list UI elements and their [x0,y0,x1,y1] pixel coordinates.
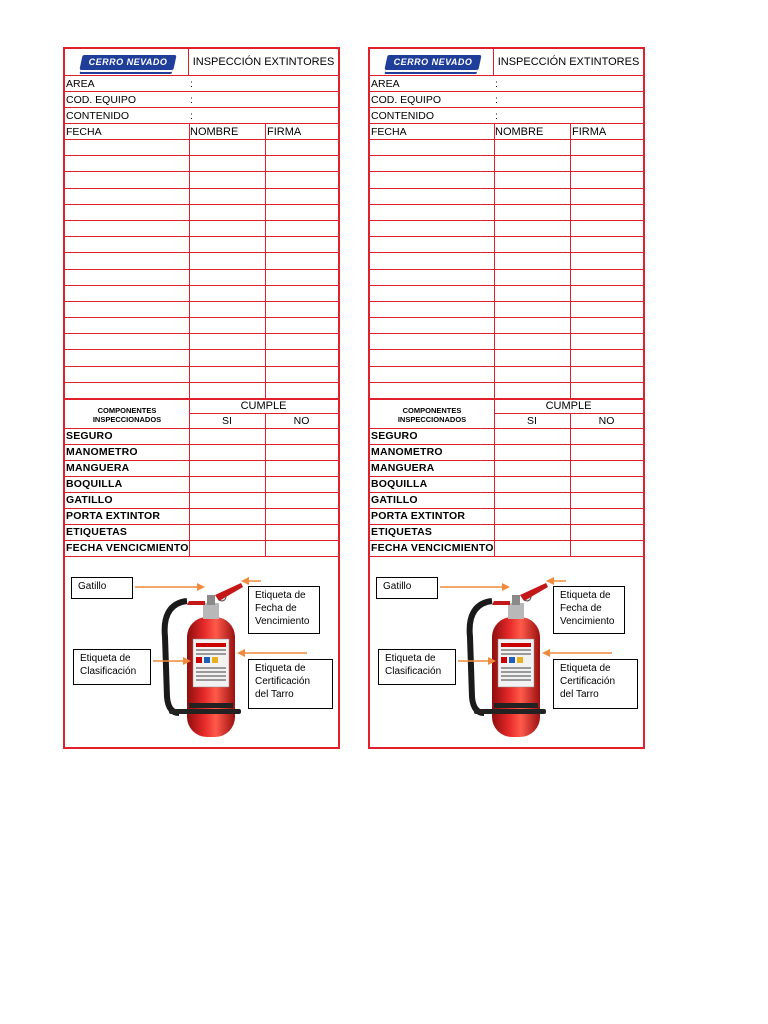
firma-header: FIRMA [267,126,302,138]
si-checkbox-cell[interactable] [494,477,570,492]
log-entry-row[interactable] [370,318,643,334]
callout-fecha-vencimiento: Etiqueta de Fecha de Vencimiento [553,586,625,634]
log-entry-row[interactable] [370,189,643,205]
fecha-header: FECHA [66,126,102,138]
extinguisher-diagram [370,557,643,747]
log-entry-row[interactable] [370,270,643,286]
si-checkbox-cell[interactable] [494,461,570,476]
info-label: COD. EQUIPO [371,94,442,106]
card-header [65,49,338,76]
component-row [65,429,338,445]
component-label: GATILLO [371,494,418,506]
components-header-label: COMPONENTES INSPECCIONADOS [92,406,162,424]
log-entry-row[interactable] [65,302,338,318]
component-label: PORTA EXTINTOR [66,510,161,522]
component-row [65,493,338,509]
si-header: SI [222,415,232,427]
log-entry-row[interactable] [370,367,643,383]
no-header: NO [598,415,615,427]
component-row [370,493,643,509]
no-checkbox-cell[interactable] [265,461,338,476]
component-label: SEGURO [371,430,418,442]
firma-header: FIRMA [572,126,607,138]
no-checkbox-cell[interactable] [570,541,643,556]
component-row [65,445,338,461]
no-checkbox-cell[interactable] [265,429,338,444]
component-row [370,429,643,445]
callout-gatillo: Gatillo [376,577,438,599]
component-row [370,445,643,461]
si-checkbox-cell[interactable] [494,541,570,556]
inspection-card-left [63,47,340,749]
si-checkbox-cell[interactable] [189,445,265,460]
log-entry-row[interactable] [65,237,338,253]
log-entry-row[interactable] [370,286,643,302]
card-header [370,49,643,76]
component-label: FECHA VENCICMIENTO [66,542,189,554]
components-header-label: COMPONENTES INSPECCIONADOS [397,406,467,424]
no-checkbox-cell[interactable] [265,541,338,556]
log-entry-row[interactable] [65,286,338,302]
log-entry-row[interactable] [370,334,643,350]
log-header-row [65,124,338,140]
log-entry-row[interactable] [370,237,643,253]
component-row [370,477,643,493]
log-entry-row[interactable] [370,156,643,172]
cumple-header: CUMPLE [545,400,592,412]
callout-gatillo: Gatillo [71,577,133,599]
form-title: INSPECCIÓN EXTINTORES [192,56,335,68]
extinguisher-diagram [65,557,338,747]
component-row [370,461,643,477]
component-label: MANOMETRO [371,446,443,458]
component-row [65,525,338,541]
log-entry-row[interactable] [370,172,643,188]
info-row [370,108,643,124]
info-row [65,92,338,108]
component-row [65,509,338,525]
si-checkbox-cell[interactable] [189,493,265,508]
info-label: AREA [66,78,95,90]
info-row [370,76,643,92]
log-entry-row[interactable] [65,221,338,237]
si-checkbox-cell[interactable] [189,461,265,476]
component-label: GATILLO [66,494,113,506]
cumple-header: CUMPLE [240,400,287,412]
info-value-field[interactable]: : [190,78,193,90]
log-entry-row[interactable] [65,367,338,383]
info-value-field[interactable]: : [495,94,498,106]
log-entry-row[interactable] [65,189,338,205]
info-row [370,92,643,108]
si-checkbox-cell[interactable] [189,525,265,540]
inspection-card-right [368,47,645,749]
log-entry-row[interactable] [65,172,338,188]
component-row [370,541,643,557]
cerro-nevado-logo: CERRO NEVADO [384,55,481,70]
no-checkbox-cell[interactable] [570,509,643,524]
log-entry-row[interactable] [370,253,643,269]
fecha-header: FECHA [371,126,407,138]
info-row [65,108,338,124]
log-entry-row[interactable] [370,140,643,156]
log-entry-row[interactable] [65,253,338,269]
callout-certificacion: Etiqueta de Certificación del Tarro [248,659,333,709]
info-row [65,76,338,92]
si-header: SI [527,415,537,427]
component-label: MANOMETRO [66,446,138,458]
si-checkbox-cell[interactable] [494,525,570,540]
component-label: ETIQUETAS [66,526,128,538]
log-entry-row[interactable] [65,140,338,156]
component-label: MANGUERA [66,462,130,474]
info-label: CONTENIDO [371,110,434,122]
si-checkbox-cell[interactable] [494,509,570,524]
log-entry-row[interactable] [65,383,338,399]
si-checkbox-cell[interactable] [494,493,570,508]
component-label: BOQUILLA [371,478,428,490]
info-value-field[interactable]: : [190,94,193,106]
component-label: BOQUILLA [66,478,123,490]
log-entry-row[interactable] [65,156,338,172]
log-entry-row[interactable] [65,205,338,221]
log-header-row [370,124,643,140]
callout-clasificacion: Etiqueta de Clasificación [378,649,456,685]
no-checkbox-cell[interactable] [265,477,338,492]
callout-certificacion: Etiqueta de Certificación del Tarro [553,659,638,709]
log-entry-row[interactable] [65,334,338,350]
form-title: INSPECCIÓN EXTINTORES [497,56,640,68]
log-entry-row[interactable] [370,302,643,318]
si-checkbox-cell[interactable] [189,541,265,556]
log-entry-row[interactable] [65,270,338,286]
company-logo-box [65,49,189,76]
log-entry-row[interactable] [65,318,338,334]
log-entry-row[interactable] [370,205,643,221]
si-checkbox-cell[interactable] [189,509,265,524]
info-value-field[interactable]: : [495,78,498,90]
no-checkbox-cell[interactable] [570,477,643,492]
component-label: FECHA VENCICMIENTO [371,542,494,554]
cerro-nevado-logo: CERRO NEVADO [79,55,176,70]
info-value-field[interactable]: : [495,110,498,122]
component-row [65,477,338,493]
no-checkbox-cell[interactable] [265,509,338,524]
callout-fecha-vencimiento: Etiqueta de Fecha de Vencimiento [248,586,320,634]
component-row [65,541,338,557]
component-label: PORTA EXTINTOR [371,510,466,522]
callout-clasificacion: Etiqueta de Clasificación [73,649,151,685]
component-label: MANGUERA [371,462,435,474]
no-checkbox-cell[interactable] [265,493,338,508]
no-header: NO [293,415,310,427]
log-entry-row[interactable] [370,221,643,237]
info-label: COD. EQUIPO [66,94,137,106]
company-logo-box [370,49,494,76]
info-label: AREA [371,78,400,90]
component-label: ETIQUETAS [371,526,433,538]
no-checkbox-cell[interactable] [570,429,643,444]
no-checkbox-cell[interactable] [265,525,338,540]
si-checkbox-cell[interactable] [494,445,570,460]
no-checkbox-cell[interactable] [570,445,643,460]
nombre-header: NOMBRE [190,126,239,138]
info-label: CONTENIDO [66,110,129,122]
si-checkbox-cell[interactable] [494,429,570,444]
log-entry-row[interactable] [370,350,643,366]
log-entry-row[interactable] [65,350,338,366]
log-entry-row[interactable] [370,383,643,399]
component-label: SEGURO [66,430,113,442]
no-checkbox-cell[interactable] [265,445,338,460]
component-row [370,525,643,541]
info-value-field[interactable]: : [190,110,193,122]
components-header [370,399,643,429]
components-header [65,399,338,429]
no-checkbox-cell[interactable] [570,461,643,476]
component-row [370,509,643,525]
no-checkbox-cell[interactable] [570,525,643,540]
no-checkbox-cell[interactable] [570,493,643,508]
nombre-header: NOMBRE [495,126,544,138]
si-checkbox-cell[interactable] [189,429,265,444]
si-checkbox-cell[interactable] [189,477,265,492]
component-row [65,461,338,477]
